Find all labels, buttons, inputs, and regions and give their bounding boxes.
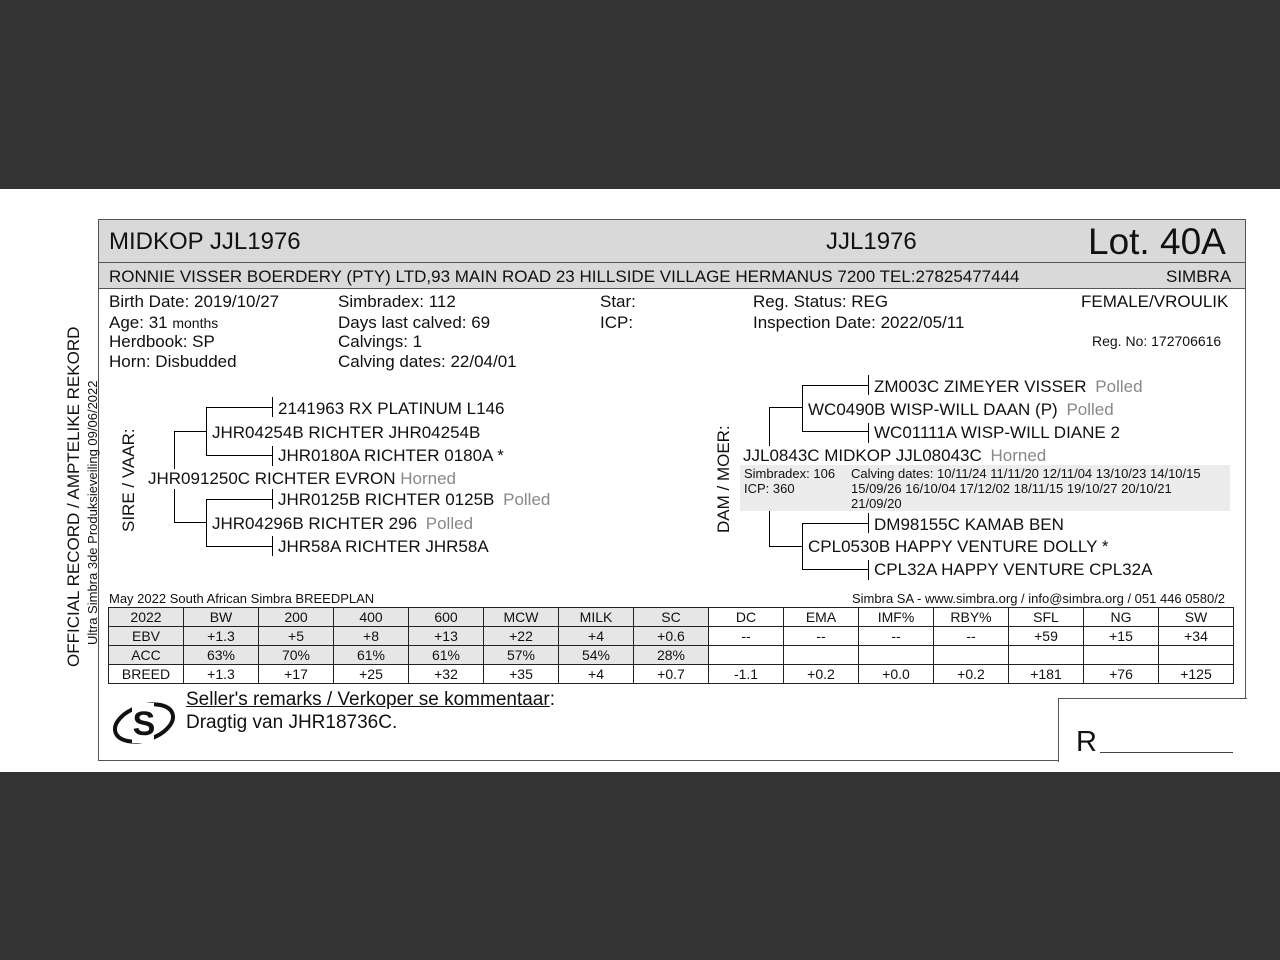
sire-label: SIRE / VAAR: (119, 428, 138, 532)
sire-d-bracket (206, 499, 207, 546)
dam-dd-connector (802, 569, 868, 570)
ebv-cell: +17 (259, 665, 334, 684)
ebv-cell (784, 646, 859, 665)
ebv-header-cell: 400 (334, 608, 409, 627)
remarks-text: Dragtig van JHR18736C. (186, 712, 398, 733)
dam-bracket-top (769, 407, 770, 447)
ebv-source: May 2022 South African Simbra BREEDPLAN (109, 591, 375, 606)
ebv-cell: -1.1 (709, 665, 784, 684)
ebv-cell: +34 (1159, 627, 1234, 646)
dam-ss-tick (868, 375, 869, 395)
ebv-header-cell: RBY% (934, 608, 1009, 627)
dam-s-connector (769, 407, 802, 408)
dam-s-bracket (802, 385, 803, 432)
star: Star: (600, 292, 636, 311)
horn-status: Horn: Disbudded (109, 352, 237, 371)
sire-bracket-bottom (174, 522, 206, 523)
sire-s-bracket (206, 407, 207, 455)
ebv-cell: +5 (259, 627, 334, 646)
dam-dd-name: CPL32A HAPPY VENTURE CPL32A (874, 560, 1153, 579)
ebv-cell (859, 646, 934, 665)
ebv-table (108, 607, 1234, 684)
ebv-header-cell: NG (1084, 608, 1159, 627)
ebv-header-cell: 600 (409, 608, 484, 627)
sire-ss-tick (272, 397, 273, 417)
ebv-cell: 28% (634, 646, 709, 665)
ebv-cell: +0.0 (859, 665, 934, 684)
remarks-title: Seller's remarks / Verkoper se kommentaar: (186, 689, 555, 710)
ebv-cell: +0.2 (784, 665, 859, 684)
sire-bracket-top (174, 431, 206, 432)
sire-ss-name: 2141963 RX PLATINUM L146 (278, 399, 505, 418)
ebv-header-cell: IMF% (859, 608, 934, 627)
dam-d-name: CPL0530B HAPPY VENTURE DOLLY * (808, 537, 1109, 556)
ebv-cell: +76 (1084, 665, 1159, 684)
svg-text:S: S (132, 705, 156, 743)
dam-d-connector (769, 546, 802, 547)
ebv-header-cell: MILK (559, 608, 634, 627)
ebv-row-acc (109, 646, 1234, 665)
ebv-row-breed (109, 665, 1234, 684)
ebv-header-cell: SFL (1009, 608, 1084, 627)
dam-d-bracket (802, 523, 803, 570)
ebv-cell: +8 (334, 627, 409, 646)
ebv-header-cell: MCW (484, 608, 559, 627)
dam-sd-connector (802, 431, 868, 432)
ebv-cell: -- (784, 627, 859, 646)
ebv-row-label: EBV (109, 627, 184, 646)
ebv-cell (1009, 646, 1084, 665)
dam-sd-name: WC01111A WISP-WILL DIANE 2 (874, 423, 1120, 442)
ebv-header-cell: EMA (784, 608, 859, 627)
dam-note-calving-3: 21/09/20 (851, 496, 902, 511)
animal-name: MIDKOP JJL1976 (109, 228, 301, 255)
breed-label: SIMBRA (1166, 267, 1232, 286)
sire-s-name: JHR04254B RICHTER JHR04254B (212, 423, 481, 442)
sire-sd-tick (272, 446, 273, 466)
dam-note-icp: ICP: 360 (744, 481, 795, 496)
herdbook: Herdbook: SP (109, 332, 215, 351)
dam-ds-name: DM98155C KAMAB BEN (874, 515, 1064, 534)
ebv-cell: 61% (334, 646, 409, 665)
ebv-cell: -- (709, 627, 784, 646)
ebv-cell: +0.7 (634, 665, 709, 684)
inspection-date: Inspection Date: 2022/05/11 (753, 313, 965, 332)
ebv-cell: +32 (409, 665, 484, 684)
sire-ss-connector (206, 407, 272, 408)
dam-name: JJL0843C MIDKOP JJL08043C Horned (743, 446, 1047, 465)
days-last-calved: Days last calved: 69 (338, 313, 491, 332)
ebv-cell: +0.2 (934, 665, 1009, 684)
dam-note-simbradex: Simbradex: 106 (744, 466, 836, 481)
ebv-contact: Simbra SA - www.simbra.org / info@simbra.org / 051 446 0580/2 (852, 591, 1226, 606)
dam-sd-tick (868, 423, 869, 443)
ebv-cell (934, 646, 1009, 665)
owner-line: RONNIE VISSER BOERDERY (PTY) LTD,93 MAIN ROAD 23 HILLSIDE VILLAGE HERMANUS 7200 TEL:27825477444 (109, 267, 1020, 286)
dam-dd-tick (868, 560, 869, 580)
sire-name: JHR091250C RICHTER EVRON Horned (148, 469, 457, 488)
ebv-header-cell: SW (1159, 608, 1234, 627)
sire-sd-name: JHR0180A RICHTER 0180A * (278, 446, 504, 465)
ebv-row-ebv (109, 627, 1234, 646)
ebv-cell: +4 (559, 627, 634, 646)
sire-dd-name: JHR58A RICHTER JHR58A (278, 537, 489, 556)
sire-ds-connector (206, 499, 272, 500)
ebv-header-row (109, 608, 1234, 627)
sire-ds-name: JHR0125B RICHTER 0125B Polled (278, 490, 551, 509)
ebv-row-label: BREED (109, 665, 184, 684)
price-line (1100, 752, 1233, 753)
dam-s-name: WC0490B WISP-WILL DAAN (P) Polled (808, 400, 1114, 419)
ebv-cell (1159, 646, 1234, 665)
ebv-cell: +59 (1009, 627, 1084, 646)
ebv-cell: 63% (184, 646, 259, 665)
ebv-cell: 54% (559, 646, 634, 665)
sale-label: Ultra Simbra 3de Produksieveiling 09/06/2022 (85, 380, 100, 645)
ebv-cell: +25 (334, 665, 409, 684)
ebv-cell (1084, 646, 1159, 665)
animal-id: JJL1976 (826, 228, 917, 255)
age: Age: 31 months (109, 313, 219, 332)
ebv-header-cell: SC (634, 608, 709, 627)
ebv-cell: -- (934, 627, 1009, 646)
official-record-label: OFFICIAL RECORD / AMPTELIKE REKORD (64, 326, 83, 667)
ebv-cell: +1.3 (184, 627, 259, 646)
dam-label: DAM / MOER: (714, 425, 733, 533)
dam-ds-connector (802, 523, 868, 524)
dam-ds-tick (868, 513, 869, 533)
ebv-row-label: ACC (109, 646, 184, 665)
ebv-cell: -- (859, 627, 934, 646)
dam-ss-name: ZM003C ZIMEYER VISSER Polled (874, 377, 1143, 396)
ebv-header-cell: BW (184, 608, 259, 627)
ebv-header-cell: 200 (259, 608, 334, 627)
ebv-cell: +125 (1159, 665, 1234, 684)
reg-number: Reg. No: 172706616 (1092, 333, 1222, 349)
ebv-cell: +1.3 (184, 665, 259, 684)
sire-ds-tick (272, 489, 273, 509)
ebv-cell: +35 (484, 665, 559, 684)
ebv-cell: +181 (1009, 665, 1084, 684)
dam-ss-connector (802, 385, 868, 386)
simbra-logo-icon (110, 697, 184, 747)
lot-number: Lot. 40A (1088, 221, 1226, 262)
dam-bracket-bottom (769, 510, 770, 546)
birth-date: Birth Date: 2019/10/27 (109, 292, 280, 311)
sire-d-name: JHR04296B RICHTER 296 Polled (212, 514, 474, 533)
ebv-cell: +22 (484, 627, 559, 646)
sire-dd-tick (272, 536, 273, 556)
dam-note-calving-2: 15/09/26 16/10/04 17/12/02 18/11/15 19/10/27 20/10/21 (851, 481, 1172, 496)
dam-note-calving-1: Calving dates: 10/11/24 11/11/20 12/11/04 13/10/23 14/10/15 (851, 466, 1201, 481)
ebv-header-cell: 2022 (109, 608, 184, 627)
ebv-cell: +15 (1084, 627, 1159, 646)
ebv-cell: 61% (409, 646, 484, 665)
ebv-cell: +0.6 (634, 627, 709, 646)
reg-status: Reg. Status: REG (753, 292, 889, 311)
sex: FEMALE/VROULIK (1081, 292, 1229, 311)
ebv-cell: 57% (484, 646, 559, 665)
ebv-cell: 70% (259, 646, 334, 665)
calving-dates: Calving dates: 22/04/01 (338, 352, 517, 371)
sire-sd-connector (206, 455, 272, 456)
ebv-header-cell: DC (709, 608, 784, 627)
icp: ICP: (600, 313, 634, 332)
calvings: Calvings: 1 (338, 332, 423, 351)
ebv-cell (709, 646, 784, 665)
ebv-cell: +13 (409, 627, 484, 646)
ebv-cell: +4 (559, 665, 634, 684)
price-label: R (1076, 726, 1097, 758)
simbradex: Simbradex: 112 (338, 292, 456, 311)
sire-dd-connector (206, 546, 272, 547)
